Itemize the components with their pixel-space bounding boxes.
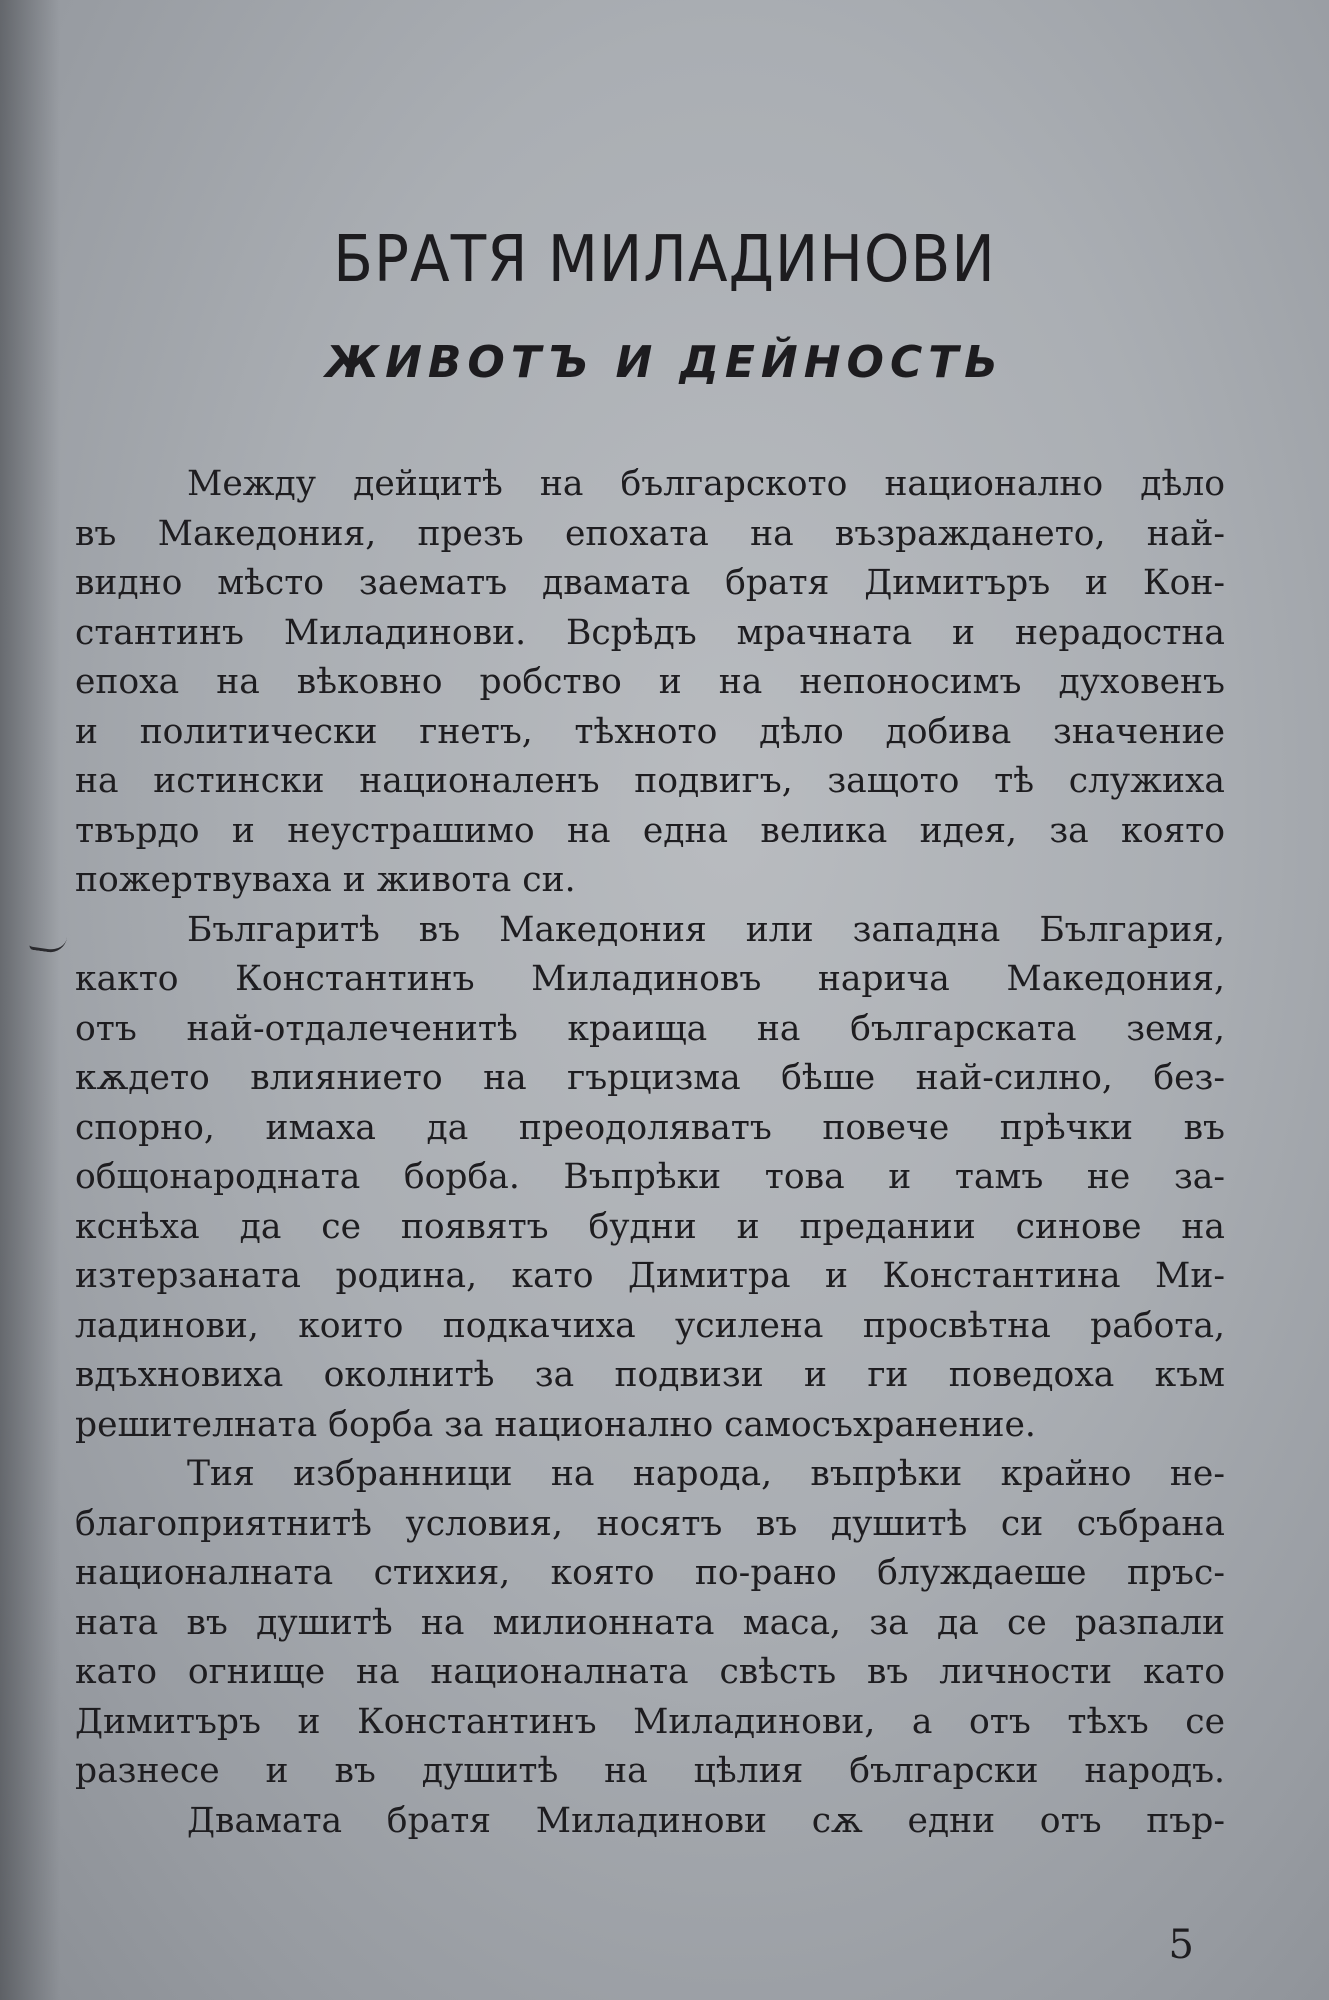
text-line: Между дейцитѣ на българското национално дѣло xyxy=(187,464,1225,504)
chapter-title: БРАТЯ МИЛАДИНОВИ xyxy=(333,221,996,297)
text-line: изтерзаната родина, като Димитра и Константина Ми- xyxy=(75,1256,1225,1296)
text-line: ната въ душитѣ на милионната маса, за да се разпали xyxy=(75,1602,1225,1643)
body-text xyxy=(75,460,1225,1846)
text-line: Двамата братя Миладинови сѫ едни отъ пър- xyxy=(187,1800,1225,1841)
chapter-subtitle: ЖИВОТЪ И ДЕЙНОСТЬ xyxy=(325,337,1004,388)
page-number: 5 xyxy=(1168,1922,1194,1968)
text-line: благоприятнитѣ условия, носятъ въ душитѣ си събрана xyxy=(75,1503,1225,1544)
text-line: Тия избранници на народа, въпрѣки крайно не- xyxy=(187,1454,1225,1494)
text-line: Българитѣ въ Македония или западна България, xyxy=(187,909,1225,950)
text-line: ладинови, които подкачиха усилена просвѣтна работа, xyxy=(75,1305,1225,1346)
text-line: на истински националенъ подвигъ, защото тѣ служиха xyxy=(75,761,1225,801)
text-line: вдъхновиха околнитѣ за подвизи и ги поведоха към xyxy=(75,1355,1225,1395)
text-line: твърдо и неустрашимо на една велика идея, за която xyxy=(75,810,1225,851)
text-line: решителната борба за национално самосъхранение. xyxy=(75,1404,1036,1445)
text-line: както Константинъ Миладиновъ нарича Македония, xyxy=(75,959,1225,999)
text-line: разнесе и въ душитѣ на цѣлия български народъ. xyxy=(75,1751,1225,1791)
text-line: пожертвуваха и живота си. xyxy=(75,860,576,900)
text-line: спорно, имаха да преодоляватъ повече прѣчки въ xyxy=(75,1107,1225,1148)
text-line: отъ най-отдалеченитѣ краища на българската земя, xyxy=(75,1008,1225,1049)
text-line: като огнище на националната свѣсть въ личности като xyxy=(75,1652,1225,1692)
text-line: Димитъръ и Константинъ Миладинови, а отъ тѣхъ се xyxy=(75,1701,1225,1742)
text-line: кѫдето влиянието на гърцизма бѣше най-силно, без- xyxy=(75,1058,1225,1098)
text-line: епоха на вѣковно робство и на непоносимъ духовенъ xyxy=(75,662,1225,702)
text-line: националната стихия, която по-рано блуждаеше пръс- xyxy=(75,1553,1225,1593)
text-line: кснѣха да се появятъ будни и предании синове на xyxy=(75,1206,1225,1247)
text-line: и политически гнетъ, тѣхното дѣло добива значение xyxy=(75,711,1225,752)
text-line: въ Македония, презъ епохата на възраждането, най- xyxy=(75,513,1225,554)
text-line: общонародната борба. Въпрѣки това и тамъ не за- xyxy=(75,1157,1225,1197)
margin-pencil-mark xyxy=(29,933,67,955)
text-line: видно мѣсто заематъ двамата братя Димитъръ и Кон- xyxy=(75,563,1225,603)
text-line: стантинъ Миладинови. Всрѣдъ мрачната и нерадостна xyxy=(75,612,1225,653)
